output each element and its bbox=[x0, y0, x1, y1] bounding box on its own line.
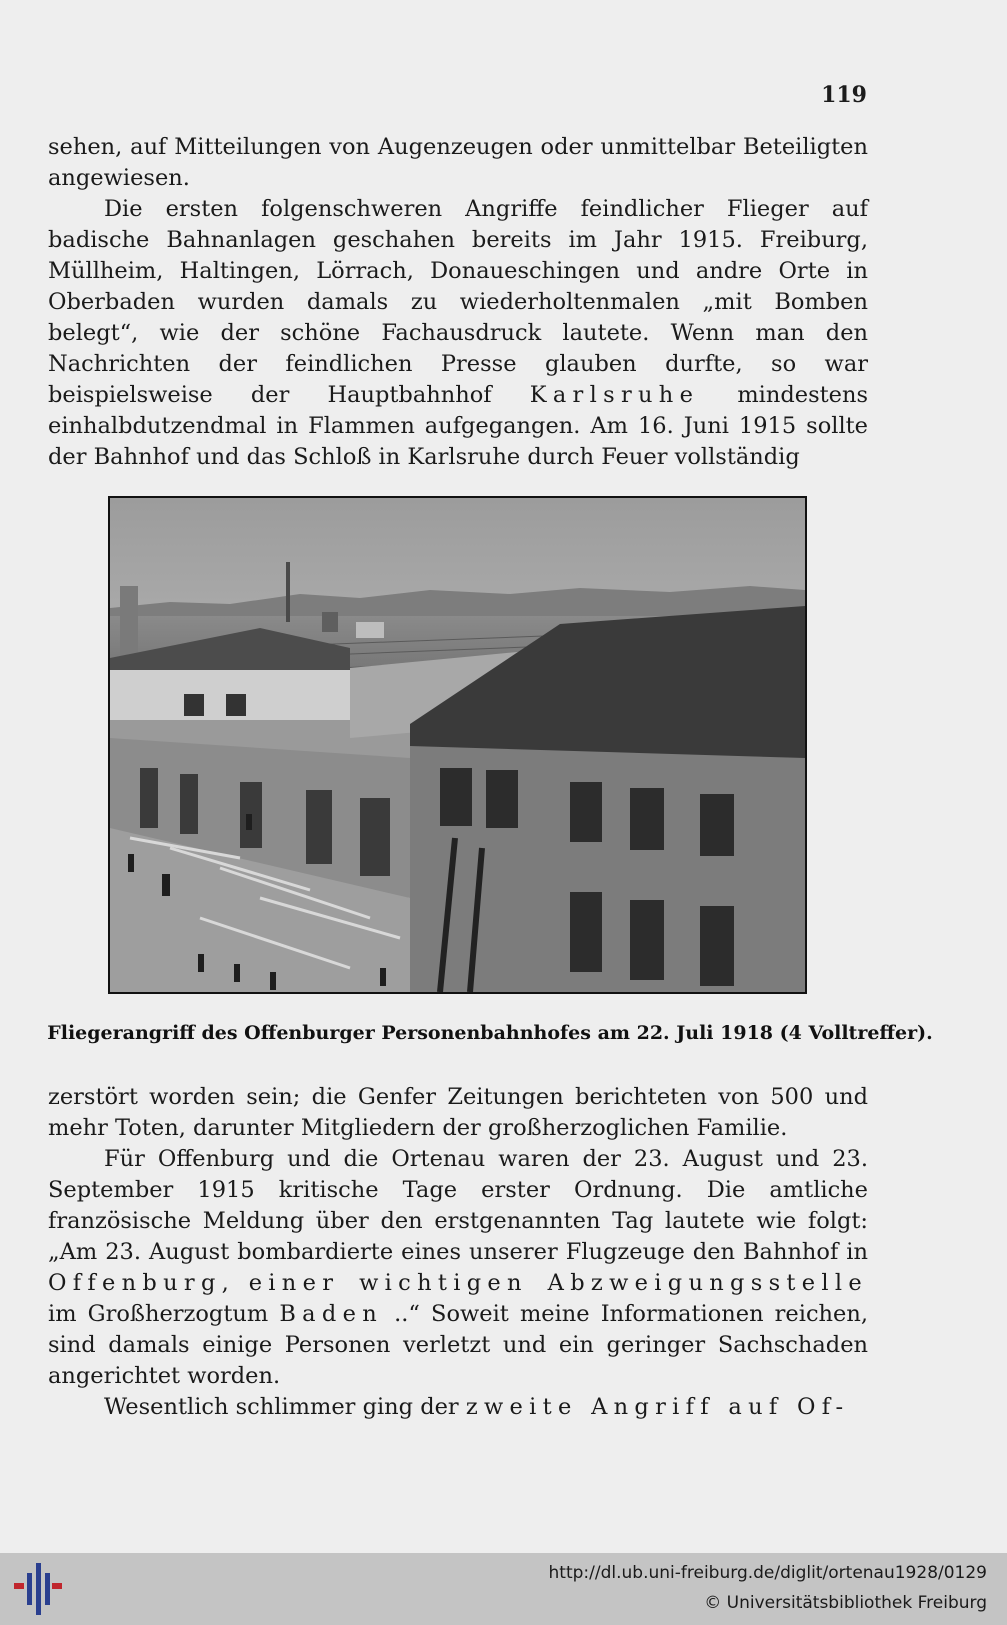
spaced-phrase-zweite-angriff: zweite Angriff auf Of- bbox=[465, 1394, 850, 1420]
spaced-phrase-abzweigungsstelle: einer wichtigen Abzweigungsstelle bbox=[248, 1270, 868, 1296]
station-photograph bbox=[108, 496, 807, 994]
paragraph-air-attacks-1915 bbox=[48, 194, 868, 473]
figure-caption: Fliegerangriff des Offenburger Personenbahnhofes am 22. Juli 1918 (4 Volltreffer). bbox=[47, 1022, 933, 1044]
paragraph-continuation: zerstört worden sein; die Genfer Zeitungen berichteten von 500 und mehr Toten, darunter Mitgliedern der großherzoglichen Familie. bbox=[48, 1084, 868, 1141]
paragraph-second-attack bbox=[48, 1392, 868, 1423]
text-block-bottom bbox=[48, 1082, 868, 1423]
ub-freiburg-logo-icon bbox=[12, 1561, 64, 1617]
paragraph-continuation: sehen, auf Mitteilungen von Augenzeugen oder unmittelbar Beteiligten angewiesen. bbox=[48, 134, 868, 191]
paragraph-text: im Großherzogtum bbox=[48, 1301, 269, 1327]
spaced-word-offenburg: Offenburg, bbox=[48, 1270, 236, 1296]
page-number: 119 bbox=[821, 82, 867, 108]
paragraph-offenburg-1915 bbox=[48, 1144, 868, 1392]
paragraph-text: Wesentlich schlimmer ging der bbox=[104, 1394, 459, 1420]
photo-illustration bbox=[110, 498, 805, 992]
source-url-link[interactable]: http://dl.ub.uni-freiburg.de/diglit/ortenau1928/0129 bbox=[548, 1563, 987, 1583]
copyright-notice: © Universitätsbibliothek Freiburg bbox=[704, 1593, 987, 1613]
spaced-word-karlsruhe: Karlsruhe bbox=[529, 382, 700, 408]
paragraph-text: Für Offenburg und die Ortenau waren der 23. August und 23. September 1915 kritische Tage erster Ordnung. Die amtliche französische Meldung über den erstgenannten Tag lautete wie folgt: „Am 23. August bombardierte eines unserer Flugzeuge den Bahnhof in bbox=[48, 1146, 868, 1265]
viewer-footer bbox=[0, 1553, 1007, 1625]
text-block-top bbox=[48, 132, 868, 473]
paragraph-text: Die ersten folgenschweren Angriffe feindlicher Flieger auf badische Bahnanlagen geschahen bereits im Jahr 1915. Freiburg, Müllheim, Haltingen, Lörrach, Donaueschingen und andre Orte in Oberbaden wurden damals zu wiederholtenmalen „mit Bomben belegt“, wie der schöne Fachausdruck lautete. Wenn man den Nachrichten der feindlichen Presse glauben durfte, so war beispielsweise der Hauptbahnhof bbox=[48, 196, 868, 408]
spaced-word-baden: Baden bbox=[279, 1301, 383, 1327]
paragraph-text: ..“ Soweit meine Informationen reichen, sind damals einige Personen verletzt und ein geringer Sachschaden angerichtet worden. bbox=[48, 1301, 868, 1389]
paragraph-text: mindestens einhalbdutzendmal in Flammen aufgegangen. Am 16. Juni 1915 sollte der Bahnhof und das Schloß in Karlsruhe durch Feuer vollständig bbox=[48, 382, 869, 470]
